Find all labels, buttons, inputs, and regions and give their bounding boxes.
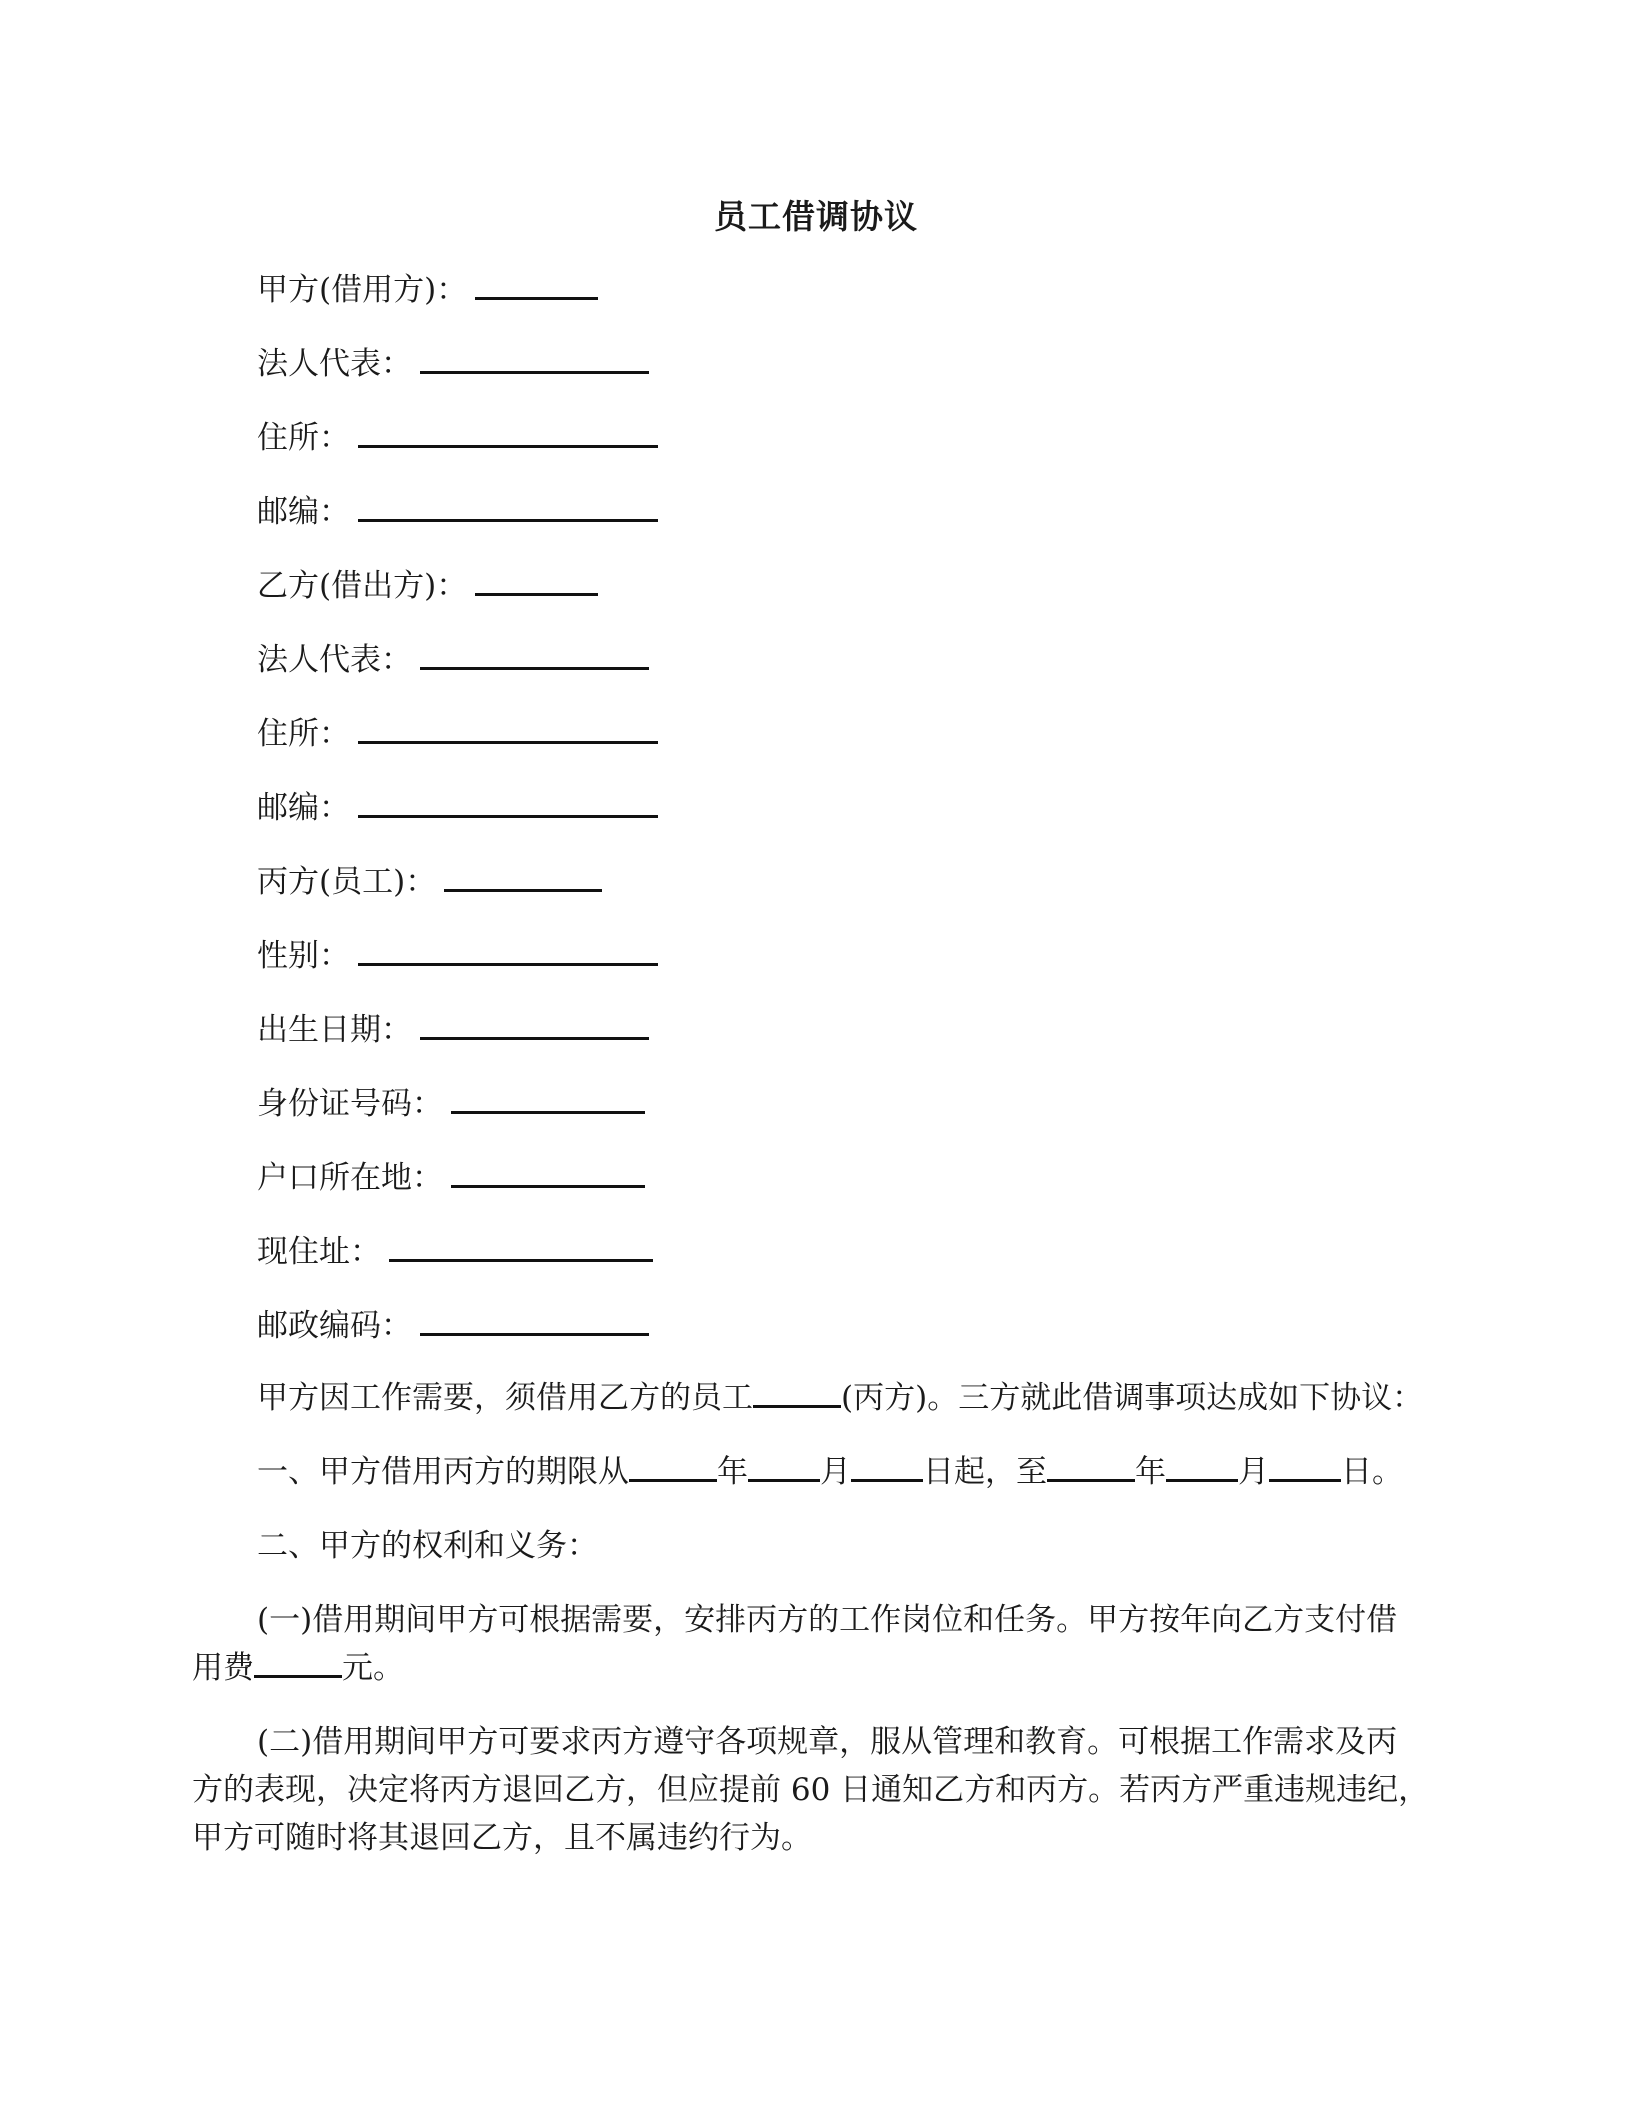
party-c-residence-field	[257, 1230, 653, 1274]
party-b-address-blank[interactable]	[358, 713, 658, 744]
party-c-postal-blank[interactable]	[420, 1305, 649, 1336]
clause-2-1-fee-label: 用费	[192, 1650, 254, 1686]
fee-amount-blank[interactable]	[254, 1647, 342, 1678]
clause-2-1-fee-unit: 元。	[342, 1650, 404, 1686]
party-a-zip-blank[interactable]	[358, 491, 658, 522]
party-a-address-blank[interactable]	[358, 417, 658, 448]
party-c-gender-blank[interactable]	[358, 935, 658, 966]
clause-2-2-line-2: 方的表现，决定将丙方退回乙方，但应提前 60 日通知乙方和丙方。若丙方严重违规违纪，	[192, 1772, 1430, 1808]
clause-1-month: 月	[820, 1454, 851, 1490]
clause-1-year2: 年	[1135, 1454, 1166, 1490]
party-a-address-label: 住所：	[257, 420, 350, 456]
party-c-gender-field	[257, 934, 658, 978]
intro-paragraph	[257, 1374, 1423, 1422]
party-c-field	[257, 860, 602, 904]
clause-2-heading: 二、甲方的权利和义务：	[257, 1528, 598, 1564]
intro-before: 甲方因工作需要，须借用乙方的员工	[257, 1380, 753, 1416]
clause-2-2-line-3: 甲方可随时将其退回乙方，且不属违约行为。	[192, 1820, 812, 1856]
party-b-label: 乙方(借出方)：	[257, 568, 468, 604]
intro-after: (丙方)。三方就此借调事项达成如下协议：	[841, 1380, 1424, 1416]
party-c-hukou-field	[257, 1156, 645, 1200]
party-b-address-label: 住所：	[257, 716, 350, 752]
end-year-blank[interactable]	[1047, 1451, 1135, 1482]
party-b-field	[257, 564, 598, 608]
party-c-residence-blank[interactable]	[389, 1231, 653, 1262]
party-c-id-blank[interactable]	[451, 1083, 645, 1114]
party-a-address-field	[257, 416, 658, 460]
party-c-birth-label: 出生日期：	[257, 1012, 412, 1048]
party-c-birth-field	[257, 1008, 649, 1052]
party-b-rep-label: 法人代表：	[257, 642, 412, 678]
party-a-field	[257, 268, 598, 312]
party-b-rep-blank[interactable]	[420, 639, 649, 670]
party-b-rep-field	[257, 638, 649, 682]
clause-2-1-line-2	[192, 1644, 404, 1692]
party-c-id-field	[257, 1082, 645, 1126]
party-b-address-field	[257, 712, 658, 756]
clause-2-1-line-1: (一)借用期间甲方可根据需要，安排丙方的工作岗位和任务。甲方按年向乙方支付借	[257, 1602, 1398, 1638]
party-c-residence-label: 现住址：	[257, 1234, 381, 1270]
party-c-blank[interactable]	[444, 861, 602, 892]
party-a-rep-blank[interactable]	[420, 343, 649, 374]
start-day-blank[interactable]	[851, 1451, 923, 1482]
end-day-blank[interactable]	[1269, 1451, 1341, 1482]
clause-1-day-end: 日。	[1341, 1454, 1403, 1490]
clause-1	[257, 1448, 1403, 1496]
party-a-rep-label: 法人代表：	[257, 346, 412, 382]
party-c-postal-field	[257, 1304, 649, 1348]
party-c-gender-label: 性别：	[257, 938, 350, 974]
party-c-birth-blank[interactable]	[420, 1009, 649, 1040]
party-c-hukou-blank[interactable]	[451, 1157, 645, 1188]
employee-name-blank[interactable]	[753, 1377, 841, 1408]
party-b-zip-field	[257, 786, 658, 830]
party-b-blank[interactable]	[475, 565, 598, 596]
end-month-blank[interactable]	[1166, 1451, 1238, 1482]
party-a-rep-field	[257, 342, 649, 386]
party-a-zip-label: 邮编：	[257, 494, 350, 530]
party-a-zip-field	[257, 490, 658, 534]
clause-1-day-from: 日起，至	[923, 1454, 1047, 1490]
party-c-id-label: 身份证号码：	[257, 1086, 443, 1122]
start-month-blank[interactable]	[748, 1451, 820, 1482]
party-b-zip-blank[interactable]	[358, 787, 658, 818]
document-title: 员工借调协议	[714, 197, 918, 236]
clause-1-year: 年	[717, 1454, 748, 1490]
clause-2-2-line-1: (二)借用期间甲方可要求丙方遵守各项规章，服从管理和教育。可根据工作需求及丙	[257, 1724, 1398, 1760]
party-c-hukou-label: 户口所在地：	[257, 1160, 443, 1196]
clause-1-prefix: 一、甲方借用丙方的期限从	[257, 1454, 629, 1490]
start-year-blank[interactable]	[629, 1451, 717, 1482]
party-a-label: 甲方(借用方)：	[257, 272, 468, 308]
party-b-zip-label: 邮编：	[257, 790, 350, 826]
party-c-postal-label: 邮政编码：	[257, 1308, 412, 1344]
clause-1-month2: 月	[1238, 1454, 1269, 1490]
party-c-label: 丙方(员工)：	[257, 864, 437, 900]
party-a-blank[interactable]	[475, 269, 598, 300]
